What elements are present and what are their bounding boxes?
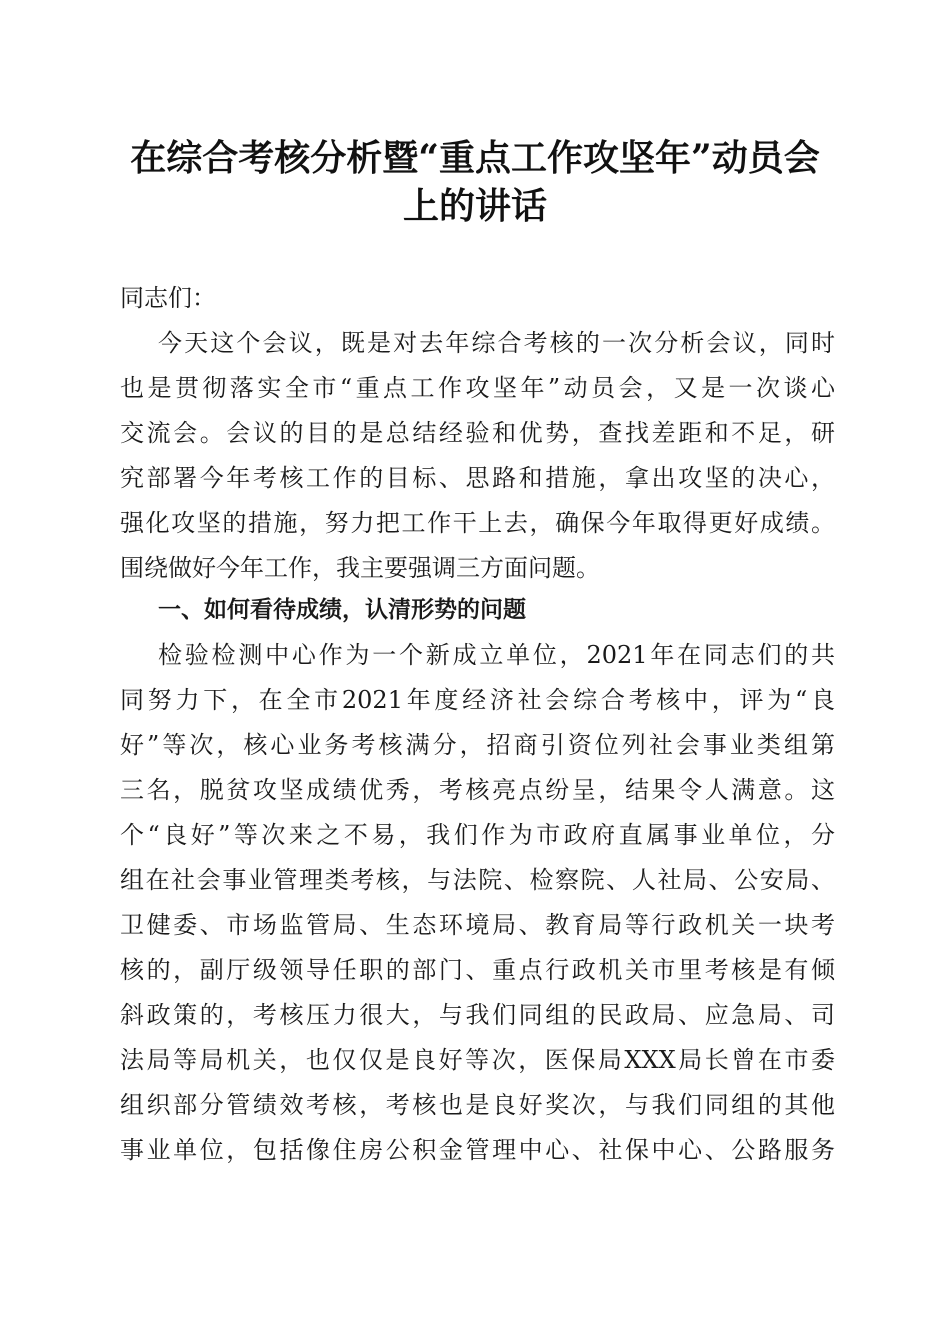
- section-line-4: 三名，脱贫攻坚成绩优秀，考核亮点纷呈，结果令人满意。这: [120, 776, 835, 804]
- intro-line-6: 围绕做好今年工作，我主要强调三方面问题。: [120, 554, 600, 582]
- section-heading: 一、如何看待成绩，认清形势的问题: [158, 597, 526, 623]
- intro-line-1: 今天这个会议，既是对去年综合考核的一次分析会议，同时: [158, 329, 835, 357]
- document-title-line-1: 在综合考核分析暨“重点工作攻坚年”动员会: [130, 137, 820, 179]
- intro-line-2: 也是贯彻落实全市“重点工作攻坚年”动员会，又是一次谈心: [120, 374, 835, 402]
- section-line-12: 事业单位，包括像住房公积金管理中心、社保中心、公路服务: [120, 1136, 835, 1164]
- section-line-6: 组在社会事业管理类考核，与法院、检察院、人社局、公安局、: [120, 866, 835, 894]
- intro-line-5: 强化攻坚的措施，努力把工作干上去，确保今年取得更好成绩。: [120, 509, 835, 537]
- section-line-5: 个“良好”等次来之不易，我们作为市政府直属事业单位，分: [120, 821, 835, 849]
- section-line-3: 好”等次，核心业务考核满分，招商引资位列社会事业类组第: [120, 731, 835, 759]
- section-line-10: 法局等局机关，也仅仅是良好等次，医保局XXX局长曾在市委: [120, 1046, 835, 1074]
- salutation: 同志们：: [120, 284, 216, 312]
- intro-line-4: 究部署今年考核工作的目标、思路和措施，拿出攻坚的决心，: [120, 464, 835, 492]
- section-line-8: 核的，副厅级领导任职的部门、重点行政机关市里考核是有倾: [120, 956, 835, 984]
- intro-line-3: 交流会。会议的目的是总结经验和优势，查找差距和不足，研: [120, 419, 835, 447]
- section-line-1: 检验检测中心作为一个新成立单位，2021年在同志们的共: [158, 641, 835, 669]
- section-line-2: 同努力下，在全市2021年度经济社会综合考核中，评为“良: [120, 686, 835, 714]
- section-line-11: 组织部分管绩效考核，考核也是良好奖次，与我们同组的其他: [120, 1091, 835, 1119]
- section-line-7: 卫健委、市场监管局、生态环境局、教育局等行政机关一块考: [120, 911, 835, 939]
- document-title-line-2: 上的讲话: [402, 185, 547, 227]
- section-line-9: 斜政策的，考核压力很大，与我们同组的民政局、应急局、司: [120, 1001, 835, 1029]
